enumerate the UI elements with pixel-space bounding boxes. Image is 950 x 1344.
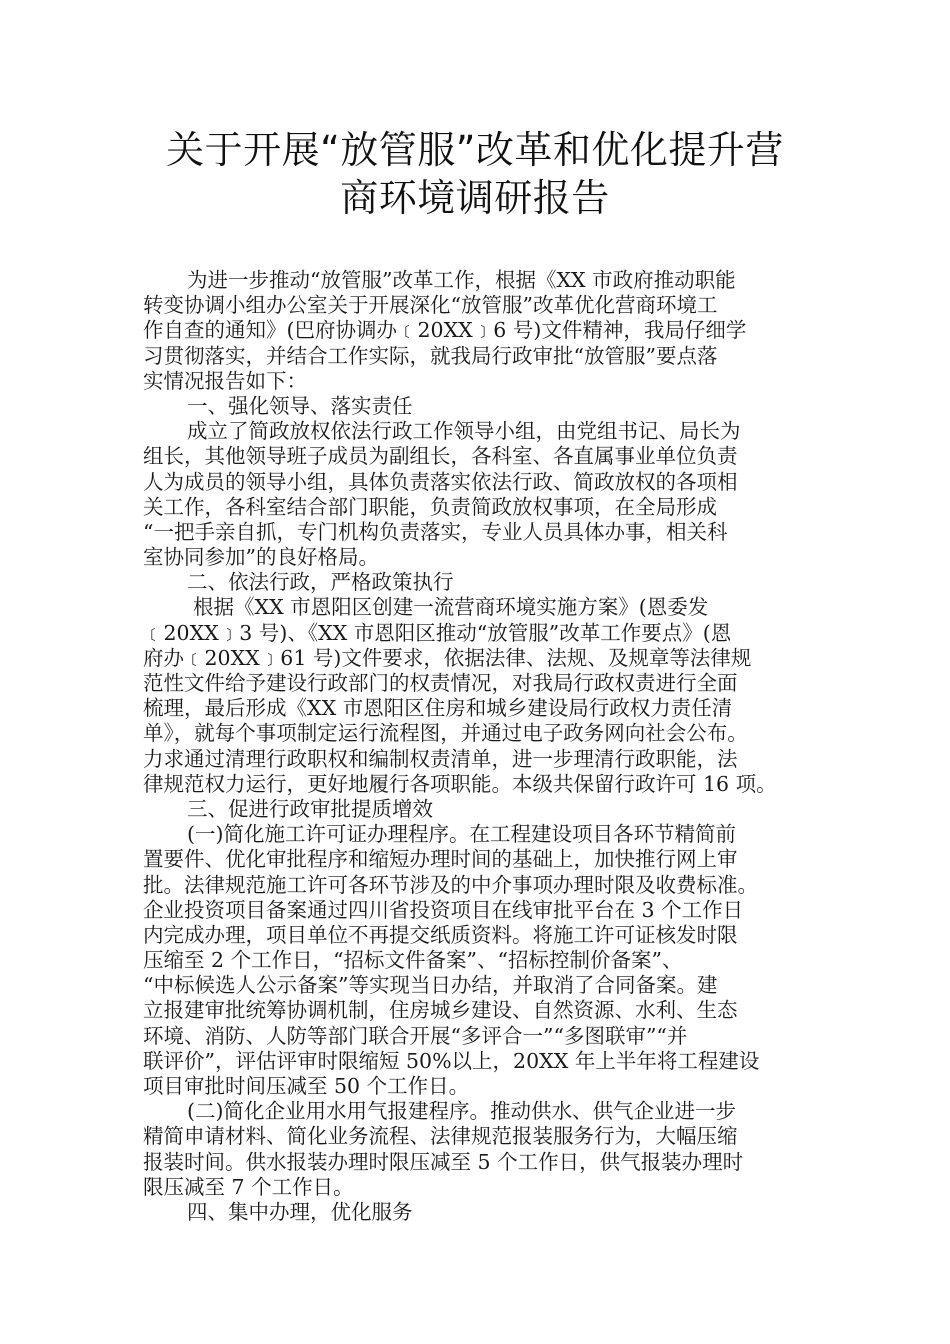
body-line: “中标候选人公示备案”等实现当日办结，并取消了合同备案。建	[143, 973, 718, 998]
body-line: 三、促进行政审批提质增效	[187, 796, 433, 821]
body-line: 为进一步推动“放管服”改革工作，根据《XX 市政府推动职能	[187, 268, 736, 292]
body-line: 报装时间。供水报装办理时限压减至 5 个工作日，供气报装办理时	[143, 1149, 744, 1174]
body-line: (二)简化企业用水用气报建程序。推动供水、供气企业进一步	[187, 1099, 736, 1124]
body-line: “一把手亲自抓，专门机构负责落实，专业人员具体办事，相关科	[143, 519, 728, 544]
body-line: 范性文件给予建设行政部门的权责情况，对我局行政权责进行全面	[143, 671, 738, 695]
body-line: 限压减至 7 个工作日。	[143, 1174, 354, 1199]
body-line: 室协同参加”的良好格局。	[143, 545, 379, 570]
body-line: 一、强化领导、落实责任	[187, 393, 413, 418]
body-line: 作自查的通知》(巴府协调办﹝20XX﹞6 号)文件精神，我局仔细学	[143, 318, 747, 343]
body-line: 精简申请材料、简化业务流程、法律规范报装服务行为，大幅压缩	[143, 1124, 738, 1149]
body-line: 立报建审批统筹协调机制，住房城乡建设、自然资源、水利、生态	[143, 998, 738, 1023]
body-line: 根据《XX 市恩阳区创建一流营商环境实施方案》(恩委发	[193, 595, 709, 620]
body-line: 人为成员的领导小组，具体负责落实依法行政、简政放权的各项相	[143, 469, 738, 494]
body-line: 力求通过清理行政职权和编制权责清单，进一步理清行政职能，法	[143, 746, 738, 771]
document-title	[0, 126, 950, 222]
body-line: 实情况报告如下：	[143, 368, 307, 393]
body-line: 转变协调小组办公室关于开展深化“放管服”改革优化营商环境工	[143, 293, 718, 318]
body-line: 环境、消防、人防等部门联合开展“多评合一”“多图联审”“并	[143, 1023, 688, 1048]
body-line: 批。法律规范施工许可各环节涉及的中介事项办理时限及收费标准。	[143, 872, 758, 897]
body-line: 二、依法行政，严格政策执行	[187, 570, 454, 595]
body-line: 府办﹝20XX﹞61 号)文件要求，依据法律、法规、及规章等法律规	[143, 645, 752, 670]
body-line: (一)简化施工许可证办理程序。在工程建设项目各环节精简前	[187, 822, 736, 847]
body-line: 单》，就每个事项制定运行流程图，并通过电子政务网向社会公布。	[143, 721, 748, 746]
body-line: 压缩至 2 个工作日，“招标文件备案”、“招标控制价备案”、	[143, 948, 683, 973]
body-line: 四、集中办理，优化服务	[187, 1199, 413, 1224]
body-line: 梳理，最后形成《XX 市恩阳区住房和城乡建设局行政权力责任清	[143, 696, 733, 721]
body-line: 关工作，各科室结合部门职能，负责简政放权事项，在全局形成	[143, 494, 717, 519]
body-line: 组长，其他领导班子成员为副组长，各科室、各直属事业单位负责	[143, 444, 738, 469]
body-line: 习贯彻落实，并结合工作实际，就我局行政审批“放管服”要点落	[143, 343, 718, 368]
body-line: 律规范权力运行，更好地履行各项职能。本级共保留行政许可 16 项。	[143, 771, 777, 796]
title-line-2: 商环境调研报告	[340, 176, 610, 220]
body-line: 内完成办理，项目单位不再提交纸质资料。将施工许可证核发时限	[143, 922, 738, 947]
body-line: 企业投资项目备案通过四川省投资项目在线审批平台在 3 个工作日	[143, 897, 744, 922]
body-line: 成立了简政放权依法行政工作领导小组，由党组书记、局长为	[187, 419, 741, 444]
document-body	[143, 268, 815, 1225]
body-line: 项目审批时间压减至 50 个工作日。	[143, 1074, 470, 1098]
body-line: ﹝20XX﹞3 号)、《XX 市恩阳区推动“放管服”改革工作要点》(恩	[143, 620, 732, 645]
body-line: 联评价”，评估评审时限缩短 50%以上，20XX 年上半年将工程建设	[143, 1048, 760, 1073]
body-line: 置要件、优化审批程序和缩短办理时间的基础上，加快推行网上审	[143, 847, 738, 872]
title-line-1: 关于开展“放管服”改革和优化提升营	[166, 128, 784, 172]
